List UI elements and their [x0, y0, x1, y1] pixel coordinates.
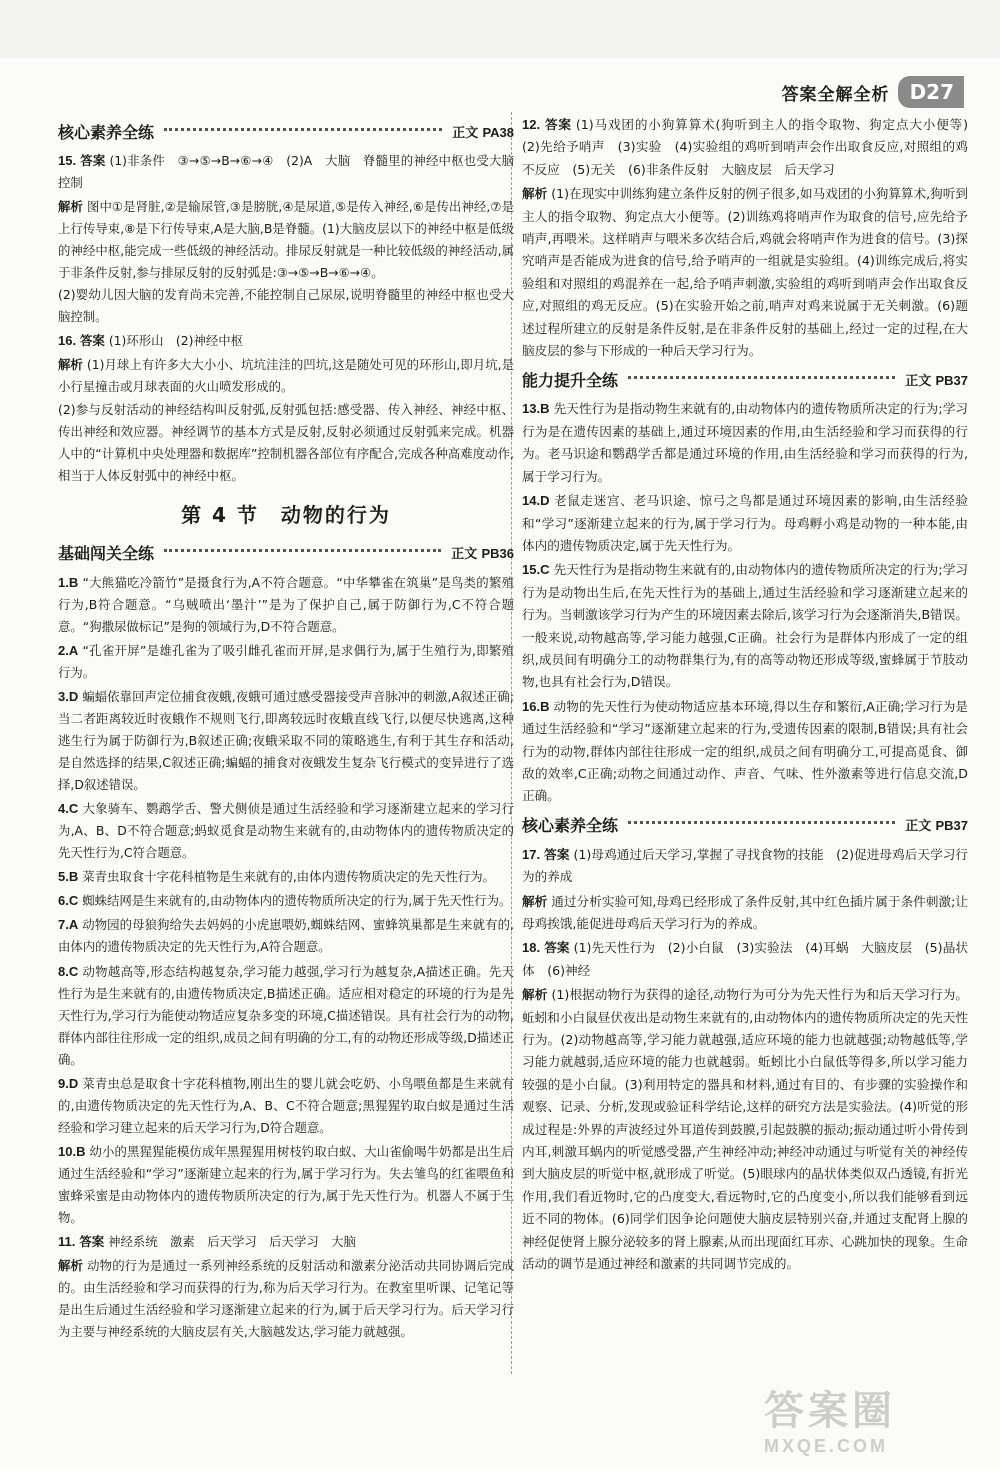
watermark-url: MXQE.COM	[764, 1436, 889, 1456]
section-header	[58, 118, 514, 144]
answer-paragraph	[522, 984, 968, 1275]
answer-item	[522, 984, 968, 1275]
top-margin	[0, 0, 1000, 58]
right-column	[522, 114, 981, 1278]
answer-item	[522, 891, 968, 936]
answer-paragraph	[58, 798, 514, 864]
question-number: 5.B	[58, 869, 79, 885]
answer-paragraph	[522, 114, 981, 181]
question-number: 16.B	[522, 698, 550, 714]
section-ref-page: PA38	[482, 124, 514, 140]
answer-label: 答案	[544, 117, 572, 132]
question-number: 17.	[522, 846, 541, 862]
question-number: 3.D	[58, 688, 79, 704]
section-leader-dots	[628, 821, 895, 824]
answer-label: 答案	[80, 153, 106, 168]
answer-text: (1)母鸡通过后天学习,掌握了寻找食物的技能 (2)促进母鸡后天学习行为的养成	[522, 846, 968, 885]
answer-item	[522, 398, 968, 488]
answer-item	[58, 354, 514, 486]
answer-item	[58, 330, 514, 352]
question-number: 11.	[58, 1234, 76, 1250]
answer-text: 图中①是肾脏,②是输尿管,③是膀胱,④是尿道,⑤是传入神经,⑥是传出神经,⑦是上行传导束,⑧是下行传导束,A是大脑,B是脊髓。(1)大脑皮层以下的神经中枢是低级的神经中枢,能完成一些低级的神经活动。排尿反射就是一种比较低级的神经活动,属于非条件反射,参与排尿反射的反射弧是:③→⑤→B→⑥→④。	[58, 199, 515, 281]
section-leader-dots	[164, 128, 442, 131]
answer-text: (1)环形山 (2)神经中枢	[108, 333, 244, 349]
analysis-label: 解析	[58, 1258, 84, 1274]
question-number: 16.	[58, 333, 77, 349]
answer-paragraph	[58, 686, 514, 796]
answer-label: 答案	[544, 846, 570, 862]
answer-item	[58, 640, 514, 684]
section-title: 基础闯关全练	[58, 544, 155, 564]
answer-text: (1)月球上有许多大大小小、坑坑洼洼的凹坑,这是随处可见的环形山,即月坑,是小行星撞击或月球表面的火山喷发形成的。	[58, 357, 514, 395]
answer-paragraph	[58, 1141, 514, 1229]
answer-text: 先天性行为是指动物生来就有的,由动物体内的遗传物质所决定的行为;学习行为是在遗传因素的基础上,通过环境因素的作用,由生活经验和学习而获得的行为。老马识途和鹦鹉学舌都是通过环境的作用,由生活经验和学习而获得的行为,属于学习行为。	[522, 401, 968, 484]
section-title: 能力提升全练	[522, 370, 619, 390]
section-ref-prefix: 正文	[905, 818, 932, 834]
answer-item	[522, 696, 968, 808]
answer-paragraph	[522, 696, 968, 808]
answer-text: (2)婴幼儿因大脑的发育尚未完善,不能控制自己尿尿,说明脊髓里的神经中枢也受大脑控制。	[58, 287, 514, 325]
section-ref-prefix: 正文	[905, 372, 932, 388]
answer-item	[58, 914, 514, 958]
answer-item	[522, 114, 981, 181]
answer-text: 蜘蛛结网是生来就有的,由动物体内的遗传物质所决定的行为,属于先天性行为。	[82, 893, 512, 909]
question-number: 10.B	[58, 1143, 86, 1159]
section-page-ref	[452, 122, 514, 141]
answer-text: 动物的先天性行为使动物适应基本环境,得以生存和繁衍,A正确;学习行为是通过生活经验和“学习”逐渐建立起来的行为,受遗传因素的限制,B错误;具有社会行为的动物,群体内部往往形成一定的组织,成员之间有明确分工,可提高觅食、御敌的效率,C正确;动物之间通过动作、声音、气味、性外激素等进行信息交流,D正确。	[522, 698, 968, 804]
answer-item	[58, 890, 514, 912]
answer-item	[58, 1231, 514, 1253]
answer-item	[58, 1255, 514, 1343]
answer-paragraph	[58, 1231, 514, 1253]
answer-text: (1)非条件 ③→⑤→B→⑥→④ (2)A 大脑 脊髓里的神经中枢也受大脑控制	[58, 153, 514, 191]
answer-paragraph	[522, 844, 968, 889]
question-number: 7.A	[58, 917, 79, 933]
answer-text: (1)先天性行为 (2)小白鼠 (3)实验法 (4)耳蜗 大脑皮层 (5)晶状体 (6)神经	[522, 940, 968, 978]
section-page-ref	[905, 815, 968, 834]
section-header	[58, 540, 514, 566]
answer-paragraph	[522, 937, 968, 982]
answer-text: 老鼠走迷宫、老马识途、惊弓之鸟都是通过环境因素的影响,由生活经验和“学习”逐渐建立起来的行为,属于学习行为。母鸡孵小鸡是动物的一种本能,由体内的遗传物质决定,属于先天性行为。	[522, 493, 968, 553]
section-ref-page: PB37	[935, 372, 968, 388]
answer-paragraph	[522, 490, 968, 557]
answer-text: “大熊猫吃冷箭竹”是摄食行为,A不符合题意。“中华攀雀在筑巢”是鸟类的繁殖行为,B符合题意。“乌贼喷出‘墨汁’”是为了保护自己,属于防御行为,C不符合题意。“狗撒尿做标记”是狗的领域行为,D不符合题意。	[58, 574, 514, 634]
question-number: 18.	[522, 940, 541, 956]
section-leader-dots	[164, 549, 441, 552]
section-ref-prefix: 正文	[451, 546, 478, 562]
answer-item	[58, 196, 514, 328]
answer-text: 菜青虫总是取食十字花科植物,刚出生的婴儿就会吃奶、小鸟喂鱼都是生来就有的,由遗传物质决定的先天性行为,A、B、C不符合题意;黑猩猩钓取白蚁是通过生活经验和学习建立起来的后天学习行为,D符合题意。	[58, 1075, 514, 1135]
analysis-label: 解析	[522, 186, 548, 202]
answer-paragraph	[58, 284, 514, 328]
answer-paragraph	[58, 196, 514, 284]
answer-text: (1)根据动物行为获得的途径,动物行为可分为先天性行为和后天学习行为。蚯蚓和小白鼠昼伏夜出是动物生来就有的,由动物体内的遗传物质所决定的先天性行为。(2)动物越高等,学习能力就越强,适应环境的能力也就越强;动物越低等,学习能力就越弱,适应环境的能力也就越弱。蚯蚓比小白鼠低等得多,所以学习能力较强的是小白鼠。(3)利用特定的器具和材料,通过有目的、有步骤的实验操作和观察、记录、分析,发现或验证科学结论,这样的研究方法是实验法。(4)听觉的形成过程是:外界的声波经过外耳道传到鼓膜,引起鼓膜的振动;振动通过听小骨传到内耳,刺激耳蜗内的听觉感受器,产生神经冲动;神经冲动通过与听觉有关的神经传到大脑皮层的听觉中枢,就形成了听觉。(5)眼球内的晶状体类似双凸透镜,有折光作用,我们看近物时,它的凸度变大,看远物时,它的凸度变小,所以我们能够看到远近不同的物体。(6)同学们因争论问题使大脑皮层特别兴奋,并通过支配肾上腺的神经促使肾上腺分泌较多的肾上腺素,从而出现面红耳赤、心跳加快的现象。生命活动的调节是通过神经和激素的共同调节完成的。	[522, 987, 969, 1272]
section-page-ref	[451, 543, 514, 562]
answer-item	[58, 572, 514, 638]
answer-paragraph	[522, 891, 968, 936]
answer-item	[58, 150, 514, 194]
answer-paragraph	[522, 183, 968, 362]
analysis-label: 解析	[522, 987, 548, 1003]
question-number: 8.C	[58, 963, 79, 979]
answer-item	[522, 559, 968, 693]
answer-item	[522, 844, 968, 889]
answer-label: 答案	[80, 333, 105, 349]
answer-paragraph	[58, 1073, 514, 1139]
answer-item	[58, 1141, 514, 1229]
question-number: 6.C	[58, 893, 79, 909]
answer-item	[522, 937, 968, 982]
answer-paragraph	[58, 330, 514, 352]
section-title: 核心素养全练	[58, 122, 155, 142]
answer-item	[58, 961, 514, 1071]
answer-paragraph	[58, 890, 514, 912]
answer-item	[522, 490, 968, 557]
question-number: 15.C	[522, 562, 550, 578]
page-number-badge: D27	[898, 76, 964, 108]
answer-text: 幼小的黑猩猩能模仿成年黑猩猩用树枝钓取白蚁、大山雀偷喝牛奶都是出生后通过生活经验和“学习”逐渐建立起来的行为,属于学习行为。失去雏鸟的红雀喂鱼和蜜蜂采蜜是由动物体内的遗传物质所决定的行为,属于先天性行为。机器人不属于生物。	[58, 1143, 514, 1226]
answer-paragraph	[58, 640, 514, 684]
question-number: 9.D	[58, 1075, 79, 1091]
answer-text: 动物越高等,形态结构越复杂,学习能力越强,学习行为越复杂,A描述正确。先天性行为是生来就有的,由遗传物质决定,B描述正确。适应相对稳定的环境的行为是先天性行为,学习行为能使动物适应复杂多变的环境,C描述错误。具有社会行为的动物,群体内部往往形成一定的组织,成员之间有明确的分工,有的动物还形成等级,D描述正确。	[58, 963, 514, 1067]
answer-item	[58, 798, 514, 864]
section-ref-prefix: 正文	[452, 124, 479, 140]
analysis-label: 解析	[58, 357, 83, 373]
section-title: 核心素养全练	[522, 816, 619, 836]
header-title: 答案全解全析	[781, 84, 890, 105]
chapter-title: 第 4 节 动物的行为	[181, 502, 391, 527]
answer-item	[58, 866, 514, 888]
answer-paragraph	[58, 399, 514, 487]
answer-text: 菜青虫取食十字花科植物是生来就有的,由体内遗传物质决定的先天性行为。	[82, 869, 496, 885]
answer-text: 动物的行为是通过一系列神经系统的反射活动和激素分泌活动共同协调后完成的。由生活经验和学习而获得的行为,称为后天学习行为。在教室里听课、记笔记等是出生后通过生活经验和学习逐渐建立起来的行为,属于后天学习行为。后天学习行为主要与神经系统的大脑皮层有关,大脑越发达,学习能力就越强。	[58, 1258, 515, 1340]
answer-paragraph	[58, 572, 514, 638]
analysis-label: 解析	[58, 199, 83, 215]
question-number: 15.	[58, 153, 77, 168]
answer-paragraph	[522, 398, 968, 488]
question-number: 1.B	[58, 574, 79, 590]
answer-label: 答案	[79, 1234, 105, 1250]
answer-paragraph	[58, 1255, 514, 1343]
section-page-ref	[905, 370, 968, 389]
answer-paragraph	[58, 354, 514, 398]
section-leader-dots	[628, 376, 895, 379]
section-header	[522, 812, 968, 838]
answer-text: (1)在现实中训练狗建立条件反射的例子很多,如马戏团的小狗算算术,狗听到主人的指令取物、狗定点大小便等。(2)训练鸡将哨声作为取食的信号,应先给予哨声,再喂米。这样哨声与喂米多次结合后,鸡就会将哨声作为进食的信号。(3)探究哨声是否能成为进食的信号,给予哨声的一组就是实验组。(4)训练完成后,将实验组和对照组的鸡混养在一起,给予哨声刺激,实验组的鸡听到哨声会作出取食反应,对照组的鸡无反应。(5)在实验开始之前,哨声对鸡来说属于无关刺激。(6)题述过程所建立的反射是条件反射,是在非条件反射的基础上,经过一定的过程,在大脑皮层的参与下形成的一种后天学习行为。	[522, 186, 968, 359]
answer-label: 答案	[544, 940, 570, 956]
question-number: 14.D	[522, 493, 550, 509]
answer-paragraph	[58, 150, 514, 194]
section-ref-page: PB36	[481, 546, 514, 562]
question-number: 13.B	[522, 401, 550, 417]
page-header	[782, 76, 964, 108]
answer-text: (2)参与反射活动的神经结构叫反射弧,反射弧包括:感受器、传入神经、神经中枢、传出神经和效应器。神经调节的基本方式是反射,反射必须通过反射弧来完成。机器人中的“计算机中央处理器和数据库”控制机器各部位有序配合,完成各种高难度动作,相当于人体反射弧中的神经中枢。	[58, 401, 514, 483]
section-header	[522, 366, 968, 392]
answer-paragraph	[58, 866, 514, 888]
question-number: 2.A	[58, 642, 79, 658]
question-number: 4.C	[58, 801, 79, 817]
answer-text: “孔雀开屏”是雄孔雀为了吸引雌孔雀而开屏,是求偶行为,属于生殖行为,即繁殖行为。	[58, 642, 514, 680]
answer-text: 动物园的母狼狗给失去妈妈的小虎崽喂奶,蜘蛛结网、蜜蜂筑巢都是生来就有的,由体内的遗传物质决定的先天性行为,A符合题意。	[58, 917, 514, 955]
answer-text: (1)马戏团的小狗算算术(狗听到主人的指令取物、狗定点大小便等) (2)先给予哨声 (3)实验 (4)实验组的鸡听到哨声会作出取食反应,对照组的鸡不反应 (5)无关 (6)非条件反射 大脑皮层 后天学习	[522, 117, 981, 177]
answer-paragraph	[58, 914, 514, 958]
answer-paragraph	[58, 961, 514, 1071]
answer-item	[522, 183, 968, 362]
section-ref-page: PB37	[935, 818, 968, 834]
watermark-text: 答案圈	[764, 1388, 896, 1434]
answer-text: 通过分析实验可知,母鸡已经形成了条件反射,其中红色插片属于条件刺激;让母鸡挨饿,能促进母鸡后天学习行为的养成。	[522, 893, 969, 931]
answer-text: 大象骑车、鹦鹉学舌、警犬侧侦是通过生活经验和学习逐渐建立起来的学习行为,A、B、D不符合题意;蚂蚁觅食是动物生来就有的,由动物体内的遗传物质决定的先天性行为,C符合题意。	[58, 801, 514, 861]
answer-paragraph	[522, 559, 968, 693]
watermark	[764, 1379, 974, 1456]
answer-text: 蝙蝠依靠回声定位捕食夜蛾,夜蛾可通过感受器接受声音脉冲的刺激,A叙述正确;当二者距离较近时夜蛾作不规则飞行,即离较远时夜蛾直线飞行,以便尽快逃离,这种逃生行为属于防御行为,B叙述正确;夜蛾采取不同的策略逃生,有利于其生存和活动,是自然选择的结果,C叙述正确;蝙蝠的捕食对夜蛾发生复杂飞行模式的变异进行了选择,D叙述错误。	[58, 688, 514, 793]
answer-item	[58, 1073, 514, 1139]
answer-text: 神经系统 激素 后天学习 后天学习 大脑	[108, 1234, 356, 1250]
question-number: 12.	[522, 117, 541, 132]
left-column	[58, 114, 514, 1345]
answer-item	[58, 686, 514, 796]
analysis-label: 解析	[522, 893, 548, 909]
answer-text: 先天性行为是指动物生来就有的,由动物体内的遗传物质所决定的行为;学习行为是动物出生后,在先天性行为的基础上,通过生活经验和学习逐渐建立起来的行为。当刺激该学习行为产生的环境因素去除后,该学习行为会逐渐消失,B错误。一般来说,动物越高等,学习能力越强,C正确。社会行为是群体内形成了一定的组织,成员间有明确分工的动物群集行为,有的高等动物还形成等级,蜜蜂属于节肢动物,也具有社会行为,D错误。	[522, 562, 968, 690]
